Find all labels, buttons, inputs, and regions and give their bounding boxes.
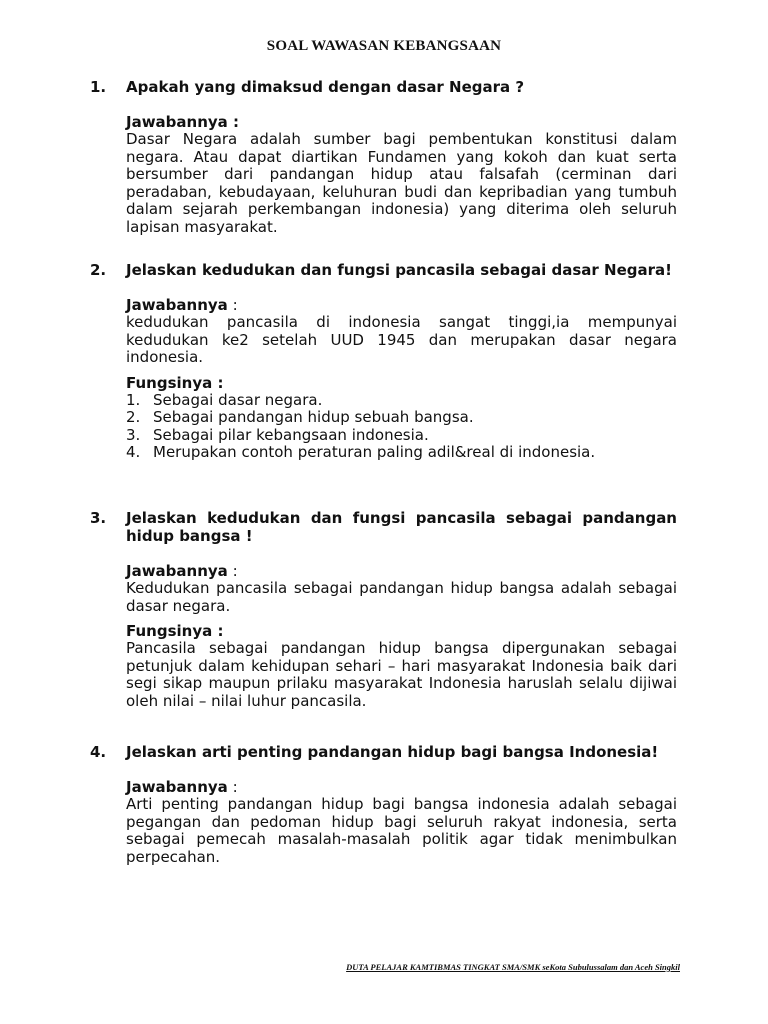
list-item: 4. Merupakan contoh peraturan paling adil&real di indonesia.: [126, 443, 596, 461]
answer-label: Jawabannya :: [126, 113, 240, 131]
list-item: 2. Sebagai pandangan hidup sebuah bangsa.: [126, 408, 474, 426]
question-number: 2.: [90, 261, 107, 279]
question-text: Jelaskan kedudukan dan fungsi pancasila sebagai dasar Negara!: [126, 261, 672, 279]
question-1: [90, 78, 677, 236]
question-number: 4.: [90, 743, 107, 761]
answer-text: kedudukan pancasila di indonesia sangat tinggi,ia mempunyai kedudukan ke2 setelah UUD 1945 dan merupakan dasar negara indonesia.: [126, 313, 677, 366]
function-label: Fungsinya :: [126, 622, 224, 640]
question-number: 3.: [90, 509, 107, 527]
question-text: Jelaskan arti penting pandangan hidup bagi bangsa Indonesia!: [126, 743, 659, 761]
question-number: 1.: [90, 78, 107, 96]
function-list: [126, 392, 677, 462]
function-label: Fungsinya :: [126, 373, 224, 392]
answer-text: Arti penting pandangan hidup bagi bangsa indonesia adalah sebagai pegangan dan pedoman hidup bagi seluruh rakyat indonesia, serta sebagai pemecah masalah-masalah politik agar tidak menimbulkan perpecahan.: [126, 795, 677, 866]
question-2: [90, 261, 677, 462]
page-footer: DUTA PELAJAR KAMTIBMAS TINGKAT SMA/SMK seKota Subulussalam dan Aceh Singkil: [346, 962, 680, 972]
question-4: [90, 743, 677, 866]
answer-text: Kedudukan pancasila sebagai pandangan hidup bangsa adalah sebagai dasar negara.: [126, 579, 677, 615]
question-text: Jelaskan kedudukan dan fungsi pancasila sebagai pandangan hidup bangsa !: [126, 509, 677, 545]
answer-text: Dasar Negara adalah sumber bagi pembentukan konstitusi dalam negara. Atau dapat diartikan Fundamen yang kokoh dan kuat serta bersumber dari pandangan hidup atau falsafah (cerminan dari peradaban, kebudayaan, keluhuran budi dan kepribadian yang tumbuh dalam sejarah perkembangan indonesia) yang diterima oleh seluruh lapisan masyarakat.: [126, 130, 677, 236]
question-3: [90, 509, 677, 710]
function-text: Pancasila sebagai pandangan hidup bangsa dipergunakan sebagai petunjuk dalam kehidupan sehari – hari masyarakat Indonesia baik dari segi sikap maupun prilaku masyarakat Indonesia haruslah selalu dijiwai oleh nilai – nilai luhur pancasila.: [126, 639, 677, 710]
answer-label: Jawabannya :: [126, 296, 238, 314]
question-text: Apakah yang dimaksud dengan dasar Negara ?: [126, 78, 525, 96]
page-title: SOAL WAWASAN KEBANGSAAN: [266, 38, 502, 54]
answer-label: Jawabannya :: [126, 562, 238, 580]
list-item: 1. Sebagai dasar negara.: [126, 390, 323, 409]
list-item: 3. Sebagai pilar kebangsaan indonesia.: [126, 425, 429, 444]
answer-label: Jawabannya :: [126, 778, 238, 796]
